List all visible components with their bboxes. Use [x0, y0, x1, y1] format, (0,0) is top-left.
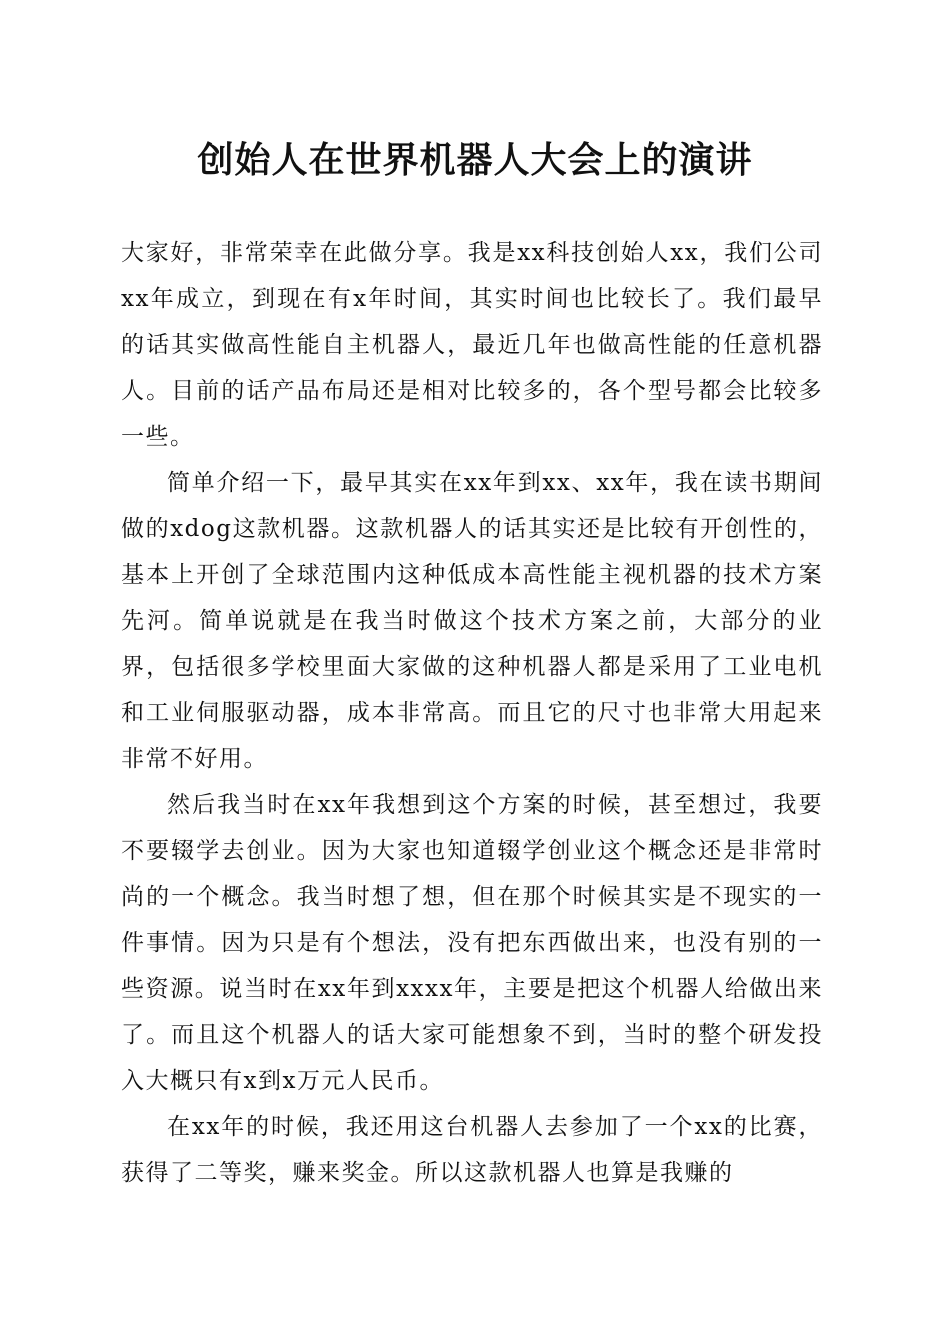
paragraph-2: 简单介绍一下，最早其实在xx年到xx、xx年，我在读书期间做的xdog这款机器。这款机器人的话其实还是比较有开创性的，基本上开创了全球范围内这种低成本高性能主视机器的技术方案先河。简单说就是在我当时做这个技术方案之前，大部分的业界，包括很多学校里面大家做的这种机器人都是采用了工业电机和工业伺服驱动器，成本非常高。而且它的尺寸也非常大用起来非常不好用。 [121, 470, 823, 772]
paragraph-1: 大家好，非常荣幸在此做分享。我是xx科技创始人xx，我们公司xx年成立，到现在有x年时间，其实时间也比较长了。我们最早的话其实做高性能自主机器人，最近几年也做高性能的任意机器人。目前的话产品布局还是相对比较多的，各个型号都会比较多一些。 [121, 240, 823, 450]
document-title: 创始人在世界机器人大会上的演讲 [197, 139, 753, 181]
document-body [121, 230, 823, 1196]
paragraph-3: 然后我当时在xx年我想到这个方案的时候，甚至想过，我要不要辍学去创业。因为大家也知道辍学创业这个概念还是非常时尚的一个概念。我当时想了想，但在那个时候其实是不现实的一件事情。因为只是有个想法，没有把东西做出来，也没有别的一些资源。说当时在xx年到xxxx年，主要是把这个机器人给做出来了。而且这个机器人的话大家可能想象不到，当时的整个研发投入大概只有x到x万元人民币。 [121, 792, 823, 1094]
paragraph-4: 在xx年的时候，我还用这台机器人去参加了一个xx的比赛，获得了二等奖，赚来奖金。所以这款机器人也算是我赚的 [121, 1114, 823, 1186]
